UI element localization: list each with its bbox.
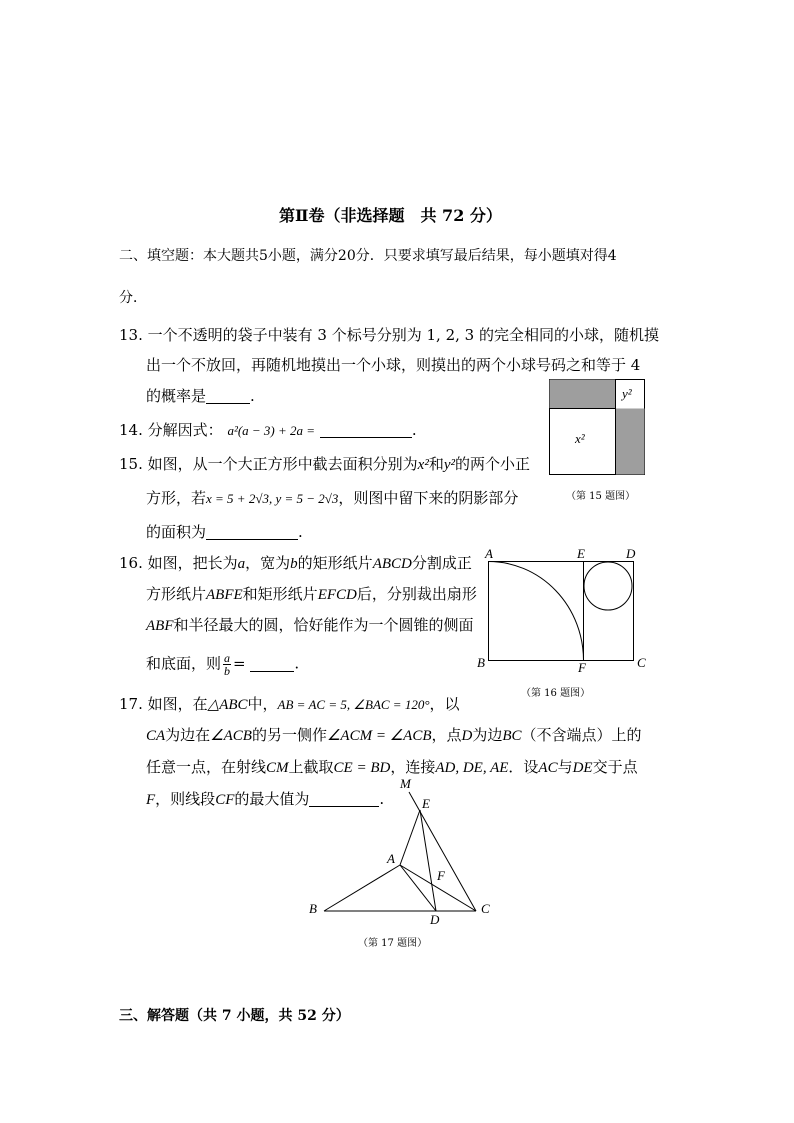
q17-bc: BC [502, 728, 522, 744]
q15-y2: y² [443, 457, 455, 473]
q15-shade-top [550, 380, 616, 409]
q16-circle [584, 562, 632, 610]
q16-frac-den: b [224, 664, 231, 678]
q16-line1 [119, 553, 472, 574]
q17-d: D [461, 728, 473, 744]
q15-answer-blank[interactable] [206, 525, 298, 540]
q17-line1 [119, 694, 460, 715]
q16-a: a [237, 556, 246, 572]
q15-x2: x² [417, 457, 429, 473]
q15-text2a: 方形，若 [146, 489, 207, 507]
q16-label-b: B [477, 655, 485, 670]
q13-number: 13. [119, 326, 143, 344]
q17-triangle: △ABC [207, 697, 248, 713]
q17-text3e: ，连接 [390, 758, 436, 776]
q15-text1c: 和 [428, 455, 444, 473]
q16-line3 [146, 615, 474, 636]
q17-text3i: 与 [557, 758, 573, 776]
q14-number: 14. [119, 421, 143, 439]
section-heading-line2: 分． [119, 290, 147, 306]
q17-ce-bd: CE = BD [333, 760, 391, 776]
q17-text1e: ，以 [429, 695, 460, 713]
q17-seg-ad [400, 865, 436, 911]
q17-text3k: 交于点 [592, 758, 638, 776]
q17-line2 [146, 725, 642, 746]
section-heading-line1: 二、填空题：本大题共5小题，满分20分．只要求填写最后结果，每小题填对得4 [119, 248, 617, 264]
q17-label-m: M [400, 776, 411, 791]
q17-label-b: B [309, 901, 317, 916]
q15-line3: 的面积为 . [146, 523, 303, 541]
q15-line1 [119, 454, 530, 475]
q17-ray-cm [409, 792, 476, 911]
q16-text1c: ，宽为 [245, 554, 291, 572]
q16-fraction [223, 652, 231, 677]
q15-values: x = 5 + 2√3, y = 5 − 2√3 [206, 491, 339, 506]
q17-ac: AC [538, 760, 558, 776]
q15-number: 15. [119, 455, 143, 473]
q17-seg-ba [324, 865, 400, 911]
q17-cm: CM [266, 760, 289, 776]
q16-frac-num: a [224, 651, 231, 665]
q16-arc [489, 562, 584, 661]
q17-angle-eq: ∠ACM = ∠ACB [326, 728, 432, 744]
q17-cf: CF [215, 792, 235, 808]
q16-text1a: 如图，把长为 [147, 554, 238, 572]
q17-text3g: ．设 [508, 758, 539, 776]
q17-text2f: ，点 [431, 726, 462, 744]
q16-label-a: A [485, 546, 493, 561]
q16-text2e: 后，分别裁出扇形 [356, 585, 477, 603]
q15-label-y2: y² [622, 386, 632, 401]
q16-efcd: EFCD [317, 587, 357, 603]
q16-abfe: ABFE [206, 587, 243, 603]
q17-ad-de-ae: AD, DE, AE [435, 760, 509, 776]
q16-text4a: 和底面，则 [146, 654, 222, 673]
q17-caption: （第 17 题图） [358, 938, 428, 949]
q16-label-f: F [578, 660, 586, 672]
q16-label-e: E [577, 546, 585, 561]
page-title: 第Ⅱ卷（非选择题 共 72 分） [279, 206, 502, 225]
q17-number: 17. [119, 695, 143, 713]
q17-label-c: C [481, 901, 490, 916]
q17-label-a: A [387, 851, 395, 866]
q16-text1g: 分割成正 [411, 554, 472, 572]
q16-caption: （第 16 题图） [521, 688, 591, 699]
q16-number: 16. [119, 554, 143, 572]
q16-answer-blank[interactable] [250, 657, 294, 672]
q15-text1a: 如图，从一个大正方形中截去面积分别为 [147, 455, 418, 473]
q13-line1 [119, 325, 659, 345]
q17-ca: CA [146, 728, 166, 744]
q17-text1a: 如图，在 [147, 695, 208, 713]
q13-answer-blank[interactable] [206, 389, 250, 404]
section3-heading: 三、解答题（共 7 小题，共 52 分） [119, 1008, 350, 1024]
q15-text2c: ，则图中留下来的阴影部分 [338, 489, 519, 507]
q17-label-e: E [422, 796, 430, 811]
q15-shade-right [616, 409, 645, 475]
q17-angle-acb: ∠ACB [210, 728, 252, 744]
q16-abf: ABF [146, 618, 174, 634]
q14-line: 14. 分解因式： a²(a − 3) + 2a = . [119, 421, 417, 439]
q16-figure [474, 542, 674, 672]
q16-abcd: ABCD [372, 556, 412, 572]
q17-given: AB = AC = 5, ∠BAC = 120° [277, 697, 430, 712]
q15-text3: 的面积为 [146, 523, 207, 541]
q15-label-x2: x² [575, 431, 585, 446]
q16-equals: = [233, 654, 246, 673]
q17-text4d: 的最大值为 [234, 790, 310, 808]
q13-text1: 一个不透明的袋子中装有 3 个标号分别为 1, 2, 3 的完全相同的小球，随机摸 [147, 326, 659, 344]
q17-de: DE [572, 760, 593, 776]
q13-line3: 的概率是 . [146, 387, 255, 405]
q15-text1e: 的两个小正 [454, 455, 530, 473]
q16-rect-abcd [489, 562, 634, 661]
q17-figure [300, 770, 510, 930]
q16-b: b [290, 556, 298, 572]
q17-text2b: 为边在 [165, 726, 211, 744]
q17-label-d: D [430, 912, 440, 927]
q16-line4: 和底面，则 $\frac{a}{b}$ = . [146, 651, 300, 678]
q13-line2: 出一个不放回，再随机地摸出一个小球，则摸出的两个小球号码之和等于 4 [146, 356, 641, 374]
q16-label-c: C [637, 655, 646, 670]
q14-answer-blank[interactable] [320, 423, 412, 438]
q16-line2 [146, 584, 477, 605]
q17-text2j: （不含端点）上的 [521, 726, 642, 744]
q16-label-d: D [626, 546, 636, 561]
q14-expression: a²(a − 3) + 2a = [227, 423, 316, 438]
q17-f: F [146, 792, 156, 808]
q17-text4b: ，则线段 [155, 790, 216, 808]
q17-text2d: 的另一侧作 [251, 726, 327, 744]
q17-label-f: F [437, 868, 445, 883]
q17-line4: F，则线段CF的最大值为 . [146, 790, 385, 808]
q13-text3: 的概率是 [146, 387, 207, 405]
q15-line2 [146, 488, 518, 509]
q17-text1c: 中， [247, 695, 278, 713]
q14-text: 分解因式： [147, 421, 223, 439]
q16-text2c: 和矩形纸片 [242, 585, 318, 603]
q16-text3b: 和半径最大的圆，恰好能作为一个圆锥的侧面 [173, 616, 474, 634]
q17-seg-ae [400, 810, 420, 865]
q17-text3a: 任意一点，在射线 [146, 758, 267, 776]
q15-caption: （第 15 题图） [566, 491, 636, 502]
q15-figure [548, 378, 646, 476]
q16-text2a: 方形纸片 [146, 585, 207, 603]
q17-text3c: 上截取 [288, 758, 334, 776]
q16-text1e: 的矩形纸片 [297, 554, 373, 572]
q17-text2h: 为边 [472, 726, 503, 744]
